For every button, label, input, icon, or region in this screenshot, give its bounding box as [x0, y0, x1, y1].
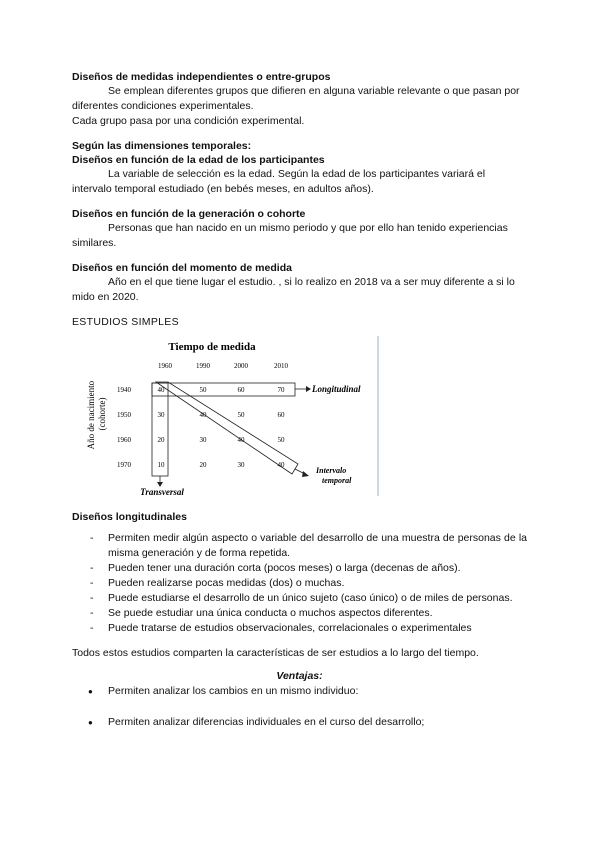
ventajas-list: [72, 684, 527, 730]
cell-r1c2: 50: [199, 386, 207, 394]
cell-r3c1: 20: [157, 436, 165, 444]
label-transversal: Transversal: [140, 487, 184, 496]
heading-ventajas: Ventajas:: [276, 670, 323, 682]
list-item: ● Permiten analizar los cambios en un mismo individuo:: [72, 684, 527, 699]
paragraph-summary: Todos estos estudios comparten la características de ser estudios a lo largo del tiempo.: [72, 647, 479, 659]
list-item: ● Permiten analizar diferencias individuales en el curso del desarrollo;: [72, 715, 527, 730]
cell-r4c4: 40: [277, 461, 285, 469]
cell-r3c2: 30: [199, 436, 207, 444]
list-item: - Pueden realizarse pocas medidas (dos) o muchas.: [72, 576, 527, 591]
col-year-2: 1990: [196, 362, 210, 370]
yaxis-line-2: (cohorte): [97, 397, 107, 431]
row-year-4: 1970: [117, 461, 131, 469]
cell-r3c4: 50: [277, 436, 285, 444]
heading-cohorte: Diseños en función de la generación o cohorte: [72, 208, 306, 220]
heading-edad: Diseños en función de la edad de los participantes: [72, 154, 325, 166]
list-item: - Pueden tener una duración corta (pocos meses) o larga (decenas de años).: [72, 561, 527, 576]
cell-r2c4: 60: [277, 411, 285, 419]
paragraph-grupos: Se emplean diferentes grupos que difieren en alguna variable relevante o que pasan por diferentes condiciones experimentales.: [72, 85, 520, 112]
list-item: - Se puede estudiar una única conducta o muchos aspectos diferentes.: [72, 606, 527, 621]
row-year-2: 1950: [117, 411, 131, 419]
cell-r2c1: 30: [157, 411, 165, 419]
heading-longitudinales: Diseños longitudinales: [72, 511, 187, 523]
cell-r3c3: 40: [237, 436, 245, 444]
yaxis-line-1: Año de nacimiento: [86, 380, 96, 450]
design-diagram: [72, 336, 382, 496]
figure-title: Tiempo de medida: [168, 341, 256, 353]
label-longitudinal: Longitudinal: [312, 384, 361, 394]
paragraph-edad: La variable de selección es la edad. Según la edad de los participantes variará el intervalo temporal estudiado (en bebés meses, en adultos años).: [72, 168, 486, 195]
col-year-4: 2010: [274, 362, 288, 370]
list-item: - Puede tratarse de estudios observacionales, correlacionales o experimentales: [72, 621, 527, 636]
longitudinales-list: [72, 531, 527, 636]
cell-r1c4: 70: [277, 386, 285, 394]
heading-dimensiones-temporales: Según las dimensiones temporales:: [72, 140, 252, 152]
paragraph-cohorte: Personas que han nacido en un mismo periodo y que por ello han tenido experiencias similares.: [72, 222, 508, 249]
paragraph-condicion: Cada grupo pasa por una condición experimental.: [72, 115, 305, 127]
cell-r2c3: 50: [237, 411, 245, 419]
label-intervalo-1: Intervalo: [316, 466, 347, 475]
col-year-1: 1960: [158, 362, 172, 370]
design-figure: [72, 336, 382, 496]
col-year-3: 2000: [234, 362, 248, 370]
paragraph-momento-medida: Año en el que tiene lugar el estudio. , si lo realizo en 2018 va a ser muy diferente a si lo mido en 2020.: [72, 276, 515, 303]
cell-r2c2: 40: [199, 411, 207, 419]
row-year-3: 1960: [117, 436, 131, 444]
document-page: [72, 70, 527, 730]
figure-yaxis-label: [86, 379, 107, 450]
cell-r1c1: 40: [157, 386, 165, 394]
estudios-simples-label: ESTUDIOS SIMPLES: [72, 316, 179, 328]
list-item: - Puede estudiarse el desarrollo de un único sujeto (caso único) o de miles de personas.: [72, 591, 527, 606]
cell-r4c2: 20: [199, 461, 207, 469]
list-item: - Permiten medir algún aspecto o variable del desarrollo de una muestra de personas de la misma generación y de forma repetida.: [72, 531, 527, 561]
heading-momento-medida: Diseños en función del momento de medida: [72, 262, 292, 274]
heading-medidas-independientes: Diseños de medidas independientes o entre-grupos: [72, 71, 331, 83]
cell-r4c3: 30: [237, 461, 245, 469]
label-intervalo-2: temporal: [322, 476, 352, 485]
cell-r4c1: 10: [157, 461, 165, 469]
cell-r1c3: 60: [237, 386, 245, 394]
row-year-1: 1940: [117, 386, 131, 394]
